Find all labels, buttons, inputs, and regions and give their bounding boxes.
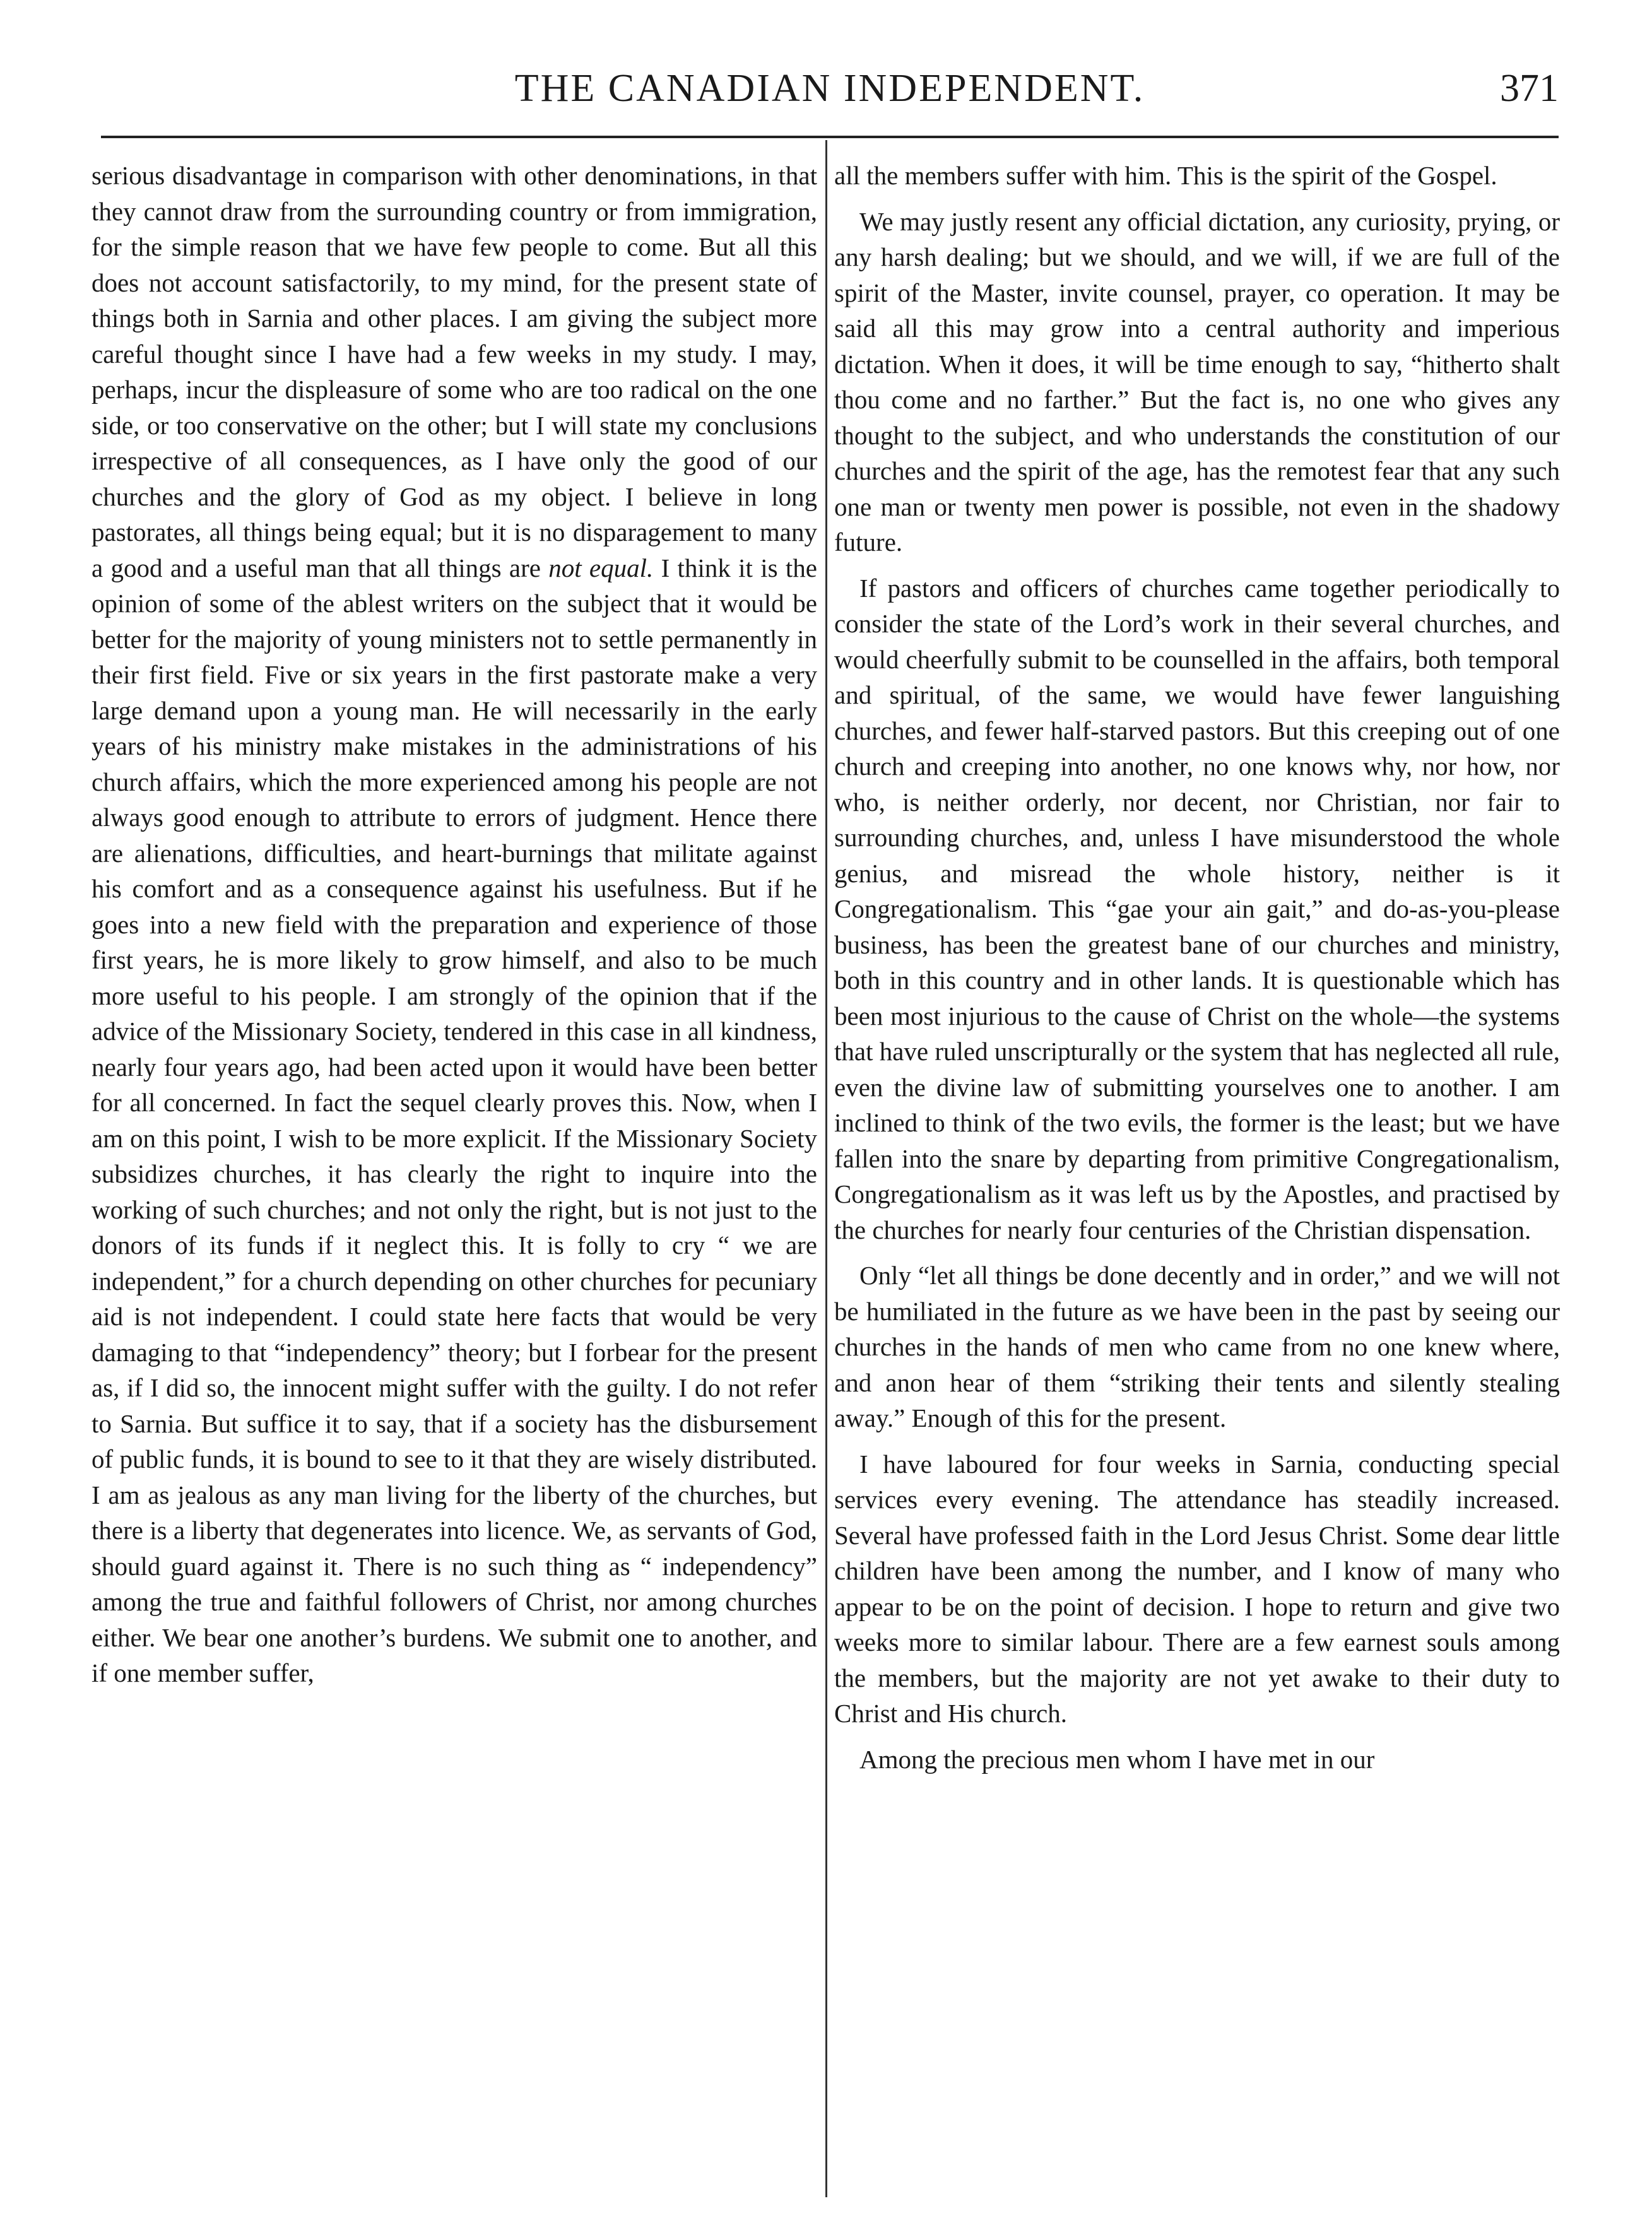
paragraph [91, 158, 817, 1691]
emphasis-text: not equal. [548, 553, 654, 582]
journal-title: THE CANADIAN INDEPENDENT. [514, 67, 1145, 110]
header-rule [101, 136, 1559, 138]
paragraph: We may justly resent any official dictation, any curiosity, prying, or any harsh dealing; but we should, and we will, if we are full of the spirit of the Master, invite counsel, prayer, co operation. It may be said all this may grow into a central authority and imperious dictation. When it does, it will be time enough to say, “hitherto shalt thou come and no farther.” But the fact is, no one who gives any thought to the subject, and who understands the constitution of our churches and the spirit of the age, has the remotest fear that any such one man or twenty men power is possible, not even in the shadowy future. [834, 206, 1560, 557]
paragraph: Among the precious men whom I have met in our [859, 1744, 1375, 1774]
left-column [91, 158, 817, 2209]
paragraph-text: I think it is the opinion of some of the ablest writers on the subject that it would be better for the majority of young ministers not to settle permanently in their first field. Five or six years in the first pastorate make a very large demand upon a young man. He will necessarily in the early years of his ministry make mistakes in the administrations of his church affairs, which the more experienced among his people are not always good enough to attribute to errors of judgment. Hence there are alienations, difficulties, and heart-burnings that militate against his comfort and as a consequence against his usefulness. But if he goes into a new field with the preparation and experience of those first years, he is more likely to grow himself, and also to be much more useful to his people. I am strongly of the opinion that if the advice of the Missionary Society, tendered in this case in all kindness, nearly four years ago, had been acted upon it would have been better for all concerned. In fact the sequel clearly proves this. Now, when I am on this point, I wish to be more explicit. If the Missionary Society subsidizes churches, it has clearly the right to inquire into the working of such churches; and not only the right, but is not just to the donors of its funds if it neglect this. It is folly to cry “ we are independent,” for a church depending on other churches for pecuniary aid is not independent. I could state here facts that would be very damaging to that “independency” theory; but I forbear for the present as, if I did so, the innocent might suffer with the guilty. I do not refer to Sarnia. But suffice it to say, that if a society has the disbursement of public funds, it is bound to see to it that they are wisely distributed. I am as jealous as any man living for the liberty of the churches, but there is a liberty that degenerates into licence. We, as servants of God, should guard against it. There is no such thing as “ independency” among the true and faithful followers of Christ, nor among churches either. We bear one another’s burdens. We submit one to another, and if one member suffer, [91, 553, 817, 1687]
paragraph: I have laboured for four weeks in Sarnia, conducting special services every evening. The attendance has steadily increased. Several have professed faith in the Lord Jesus Christ. Some dear little children have been among the number, and I know of many who appear to be on the point of decision. I hope to return and give two weeks more to similar labour. There are a few earnest souls among the members, but the majority are not yet awake to their duty to Christ and His church. [834, 1449, 1560, 1728]
paragraph: Only “let all things be done decently and in order,” and we will not be humiliated in the future as we have been in the past by seeing our churches in the hands of men who came from no one knew where, and anon hear of them “striking their tents and silently stealing away.” Enough of this for the present. [834, 1261, 1560, 1432]
paragraph: If pastors and officers of churches came together periodically to consider the state of the Lord’s work in their several churches, and would cheerfully submit to be counselled in the affairs, both temporal and spiritual, of the same, we would have fewer languishing churches, and fewer half-starved pastors. But this creeping out of one church and creeping into another, no one knows why, nor how, nor who, is neither orderly, nor decent, nor Christian, nor fair to surrounding churches, and, unless I have misunderstood the whole genius, and misread the whole history, neither is it Congregationalism. This “gae your ain gait,” and do-as-you-please business, has been the greatest bane of our churches and ministry, both in this country and in other lands. It is questionable which has been most injurious to the cause of Christ on the whole—the systems that have ruled unscripturally or the system that has neglected all rule, even the divine law of submitting yourselves one to another. I am inclined to think of the two evils, the former is the least; but we have fallen into the snare by departing from primitive Congregationalism, Congregationalism as it was left us by the Apostles, and practised by the churches for nearly four centuries of the Christian dispensation. [834, 573, 1560, 1244]
right-column [834, 158, 1560, 2209]
running-header [101, 60, 1559, 117]
paragraph: all the members suffer with him. This is the spirit of the Gospel. [834, 161, 1497, 190]
column-divider [825, 140, 827, 2197]
paragraph-text: serious disadvantage in comparison with other denominations, in that they cannot draw from the surrounding country or from immigration, for the simple reason that we have few people to come. But all this does not account satisfactorily, to my mind, for the present state of things both in Sarnia and other places. I am giving the subject more careful thought since I have had a few weeks in my study. I may, perhaps, incur the displeasure of some who are too radical on the one side, or too conservative on the other; but I will state my conclusions irrespective of all consequences, as I have only the good of our churches and the glory of God as my object. I believe in long pastorates, all things being equal; but it is no disparagement to many a good and a useful man that all things are [91, 161, 817, 582]
page-number: 371 [1500, 67, 1559, 110]
